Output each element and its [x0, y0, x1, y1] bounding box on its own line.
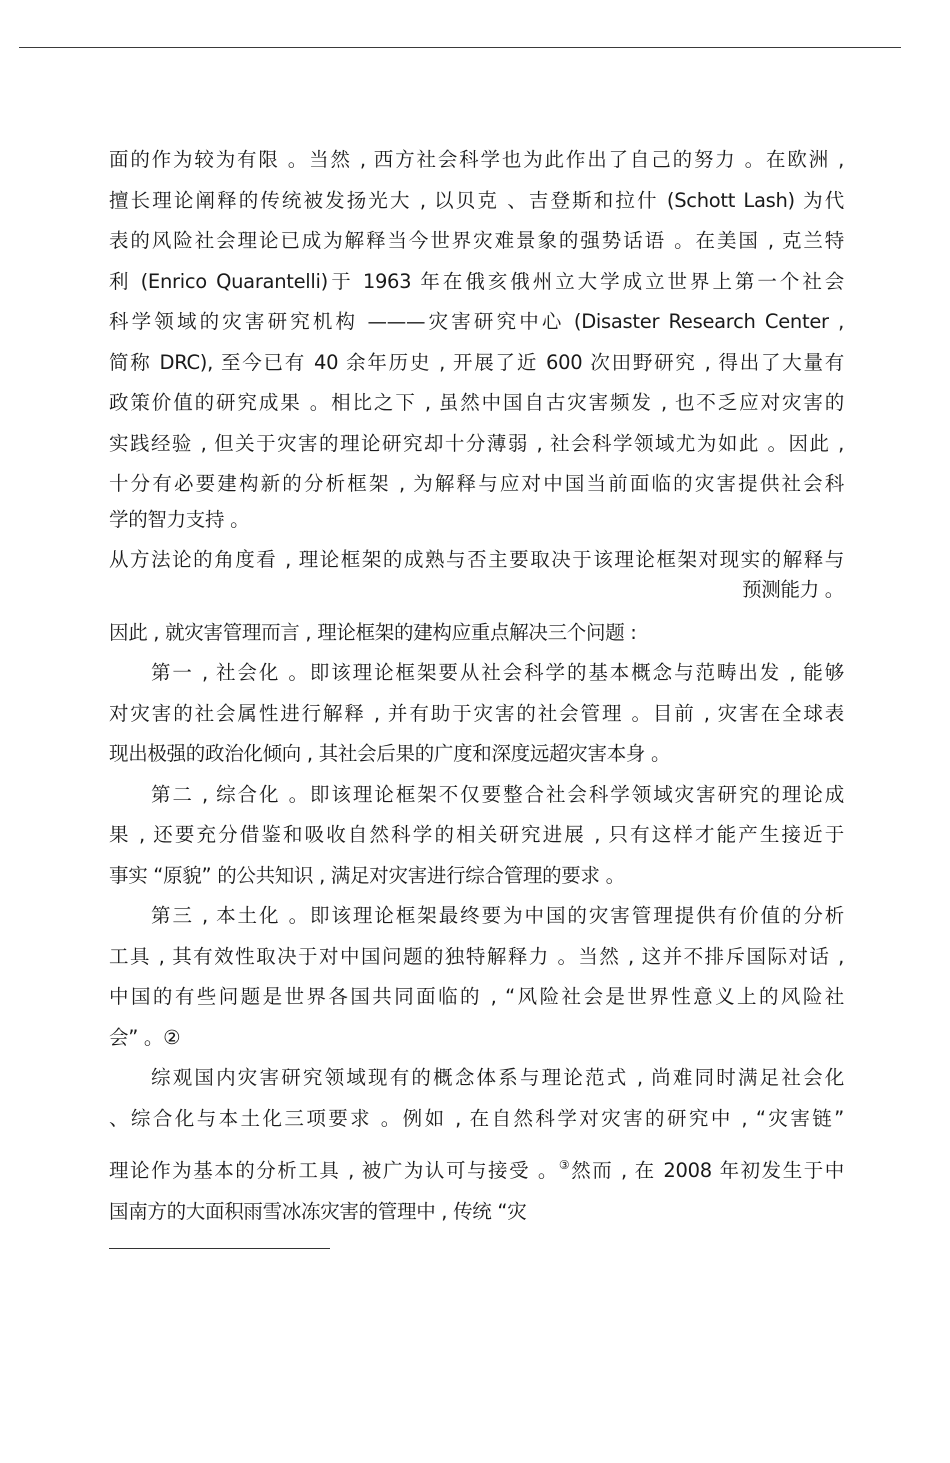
text-line: 因此 , 就灾害管理而言 , 理论框架的建构应重点解决三个问题 : [109, 620, 637, 644]
paragraph-localization [109, 896, 844, 1058]
text-line: 第三 , 本土化 。即该理论框架最终要为中国的灾害管理提供有价值的分析 [151, 904, 844, 927]
header-rule [19, 47, 901, 48]
text-line: 现出极强的政治化倾向 , 其社会后果的广度和深度远超灾害本身 。 [109, 742, 671, 765]
text-line: 综观国内灾害研究领域现有的概念体系与理论范式 , 尚难同时满足社会化 [151, 1066, 844, 1089]
footnote-marker[interactable]: ③ [558, 1158, 572, 1172]
text-line: 工具 , 其有效性取决于对中国问题的独特解释力 。当然 , 这并不排斥国际对话 , [109, 944, 844, 968]
text-line: 预测能力 。 [742, 577, 844, 601]
text-line: 十分有必要建构新的分析框架 , 为解释与应对中国当前面临的灾害提供社会科 [109, 472, 844, 495]
paragraph-three-problems [109, 613, 844, 654]
text-line: 学的智力支持 。 [109, 507, 250, 531]
text-line: 政策价值的研究成果 。相比之下 , 虽然中国自古灾害频发 , 也不乏应对灾害的 [109, 391, 844, 414]
text-line: 简称 DRC), 至今已有 40 余年历史 , 开展了近 600 次田野研究 , 得出了大量有 [109, 350, 844, 374]
text-line: 对灾害的社会属性进行解释 , 并有助于灾害的社会管理 。目前 , 灾害在全球表 [109, 701, 844, 725]
document-body [109, 140, 844, 1232]
text-line [109, 1151, 844, 1192]
text-segment: 然而 , 在 2008 年初发生于中 [571, 1159, 844, 1182]
text-line: 擅长理论阐释的传统被发扬光大 , 以贝克 、吉登斯和拉什 (Schott Lash) 为代 [109, 188, 844, 212]
text-line: 事实 “原貌” 的公共知识 , 满足对灾害进行综合管理的要求 。 [109, 863, 625, 887]
paragraph-domestic-review [109, 1058, 844, 1232]
text-line: 从方法论的角度看 , 理论框架的成熟与否主要取决于该理论框架对现实的解释与 [109, 547, 844, 571]
text-line: 第一 , 社会化 。即该理论框架要从社会科学的基本概念与范畴出发 , 能够 [151, 661, 844, 684]
text-line: 科学领域的灾害研究机构 ———灾害研究中心 (Disaster Research Center , [109, 310, 844, 333]
text-line: 表的风险社会理论已成为解释当今世界灾难景象的强势话语 。在美国 , 克兰特 [109, 229, 844, 252]
paragraph-integration [109, 775, 844, 897]
text-line: 国南方的大面积雨雪冰冻灾害的管理中 , 传统 “灾 [109, 1199, 527, 1223]
text-line: 面的作为较为有限 。当然 , 西方社会科学也为此作出了自己的努力 。在欧洲 , [109, 148, 844, 171]
text-line: 果 , 还要充分借鉴和吸收自然科学的相关研究进展 , 只有这样才能产生接近于 [109, 823, 844, 846]
text-line: 利 (Enrico Quarantelli)于 1963 年在俄亥俄州立大学成立世界上第一个社会 [109, 269, 844, 293]
footnote-separator [109, 1248, 330, 1249]
paragraph-western-research [109, 140, 844, 535]
paragraph-methodology [109, 545, 844, 605]
text-line: 、综合化与本土化三项要求 。例如 , 在自然科学对灾害的研究中 , “灾害链” [109, 1106, 844, 1130]
text-line: 中国的有些问题是世界各国共同面临的 , “风险社会是世界性意义上的风险社 [109, 985, 844, 1008]
paragraph-socialization [109, 653, 844, 775]
text-line: 会” 。② [109, 1025, 181, 1049]
text-line: 实践经验 , 但关于灾害的理论研究却十分薄弱 , 社会科学领域尤为如此 。因此 , [109, 431, 844, 455]
text-segment: 理论作为基本的分析工具 , 被广为认可与接受 。 [109, 1159, 559, 1182]
text-line: 第二 , 综合化 。即该理论框架不仅要整合社会科学领域灾害研究的理论成 [151, 782, 844, 806]
